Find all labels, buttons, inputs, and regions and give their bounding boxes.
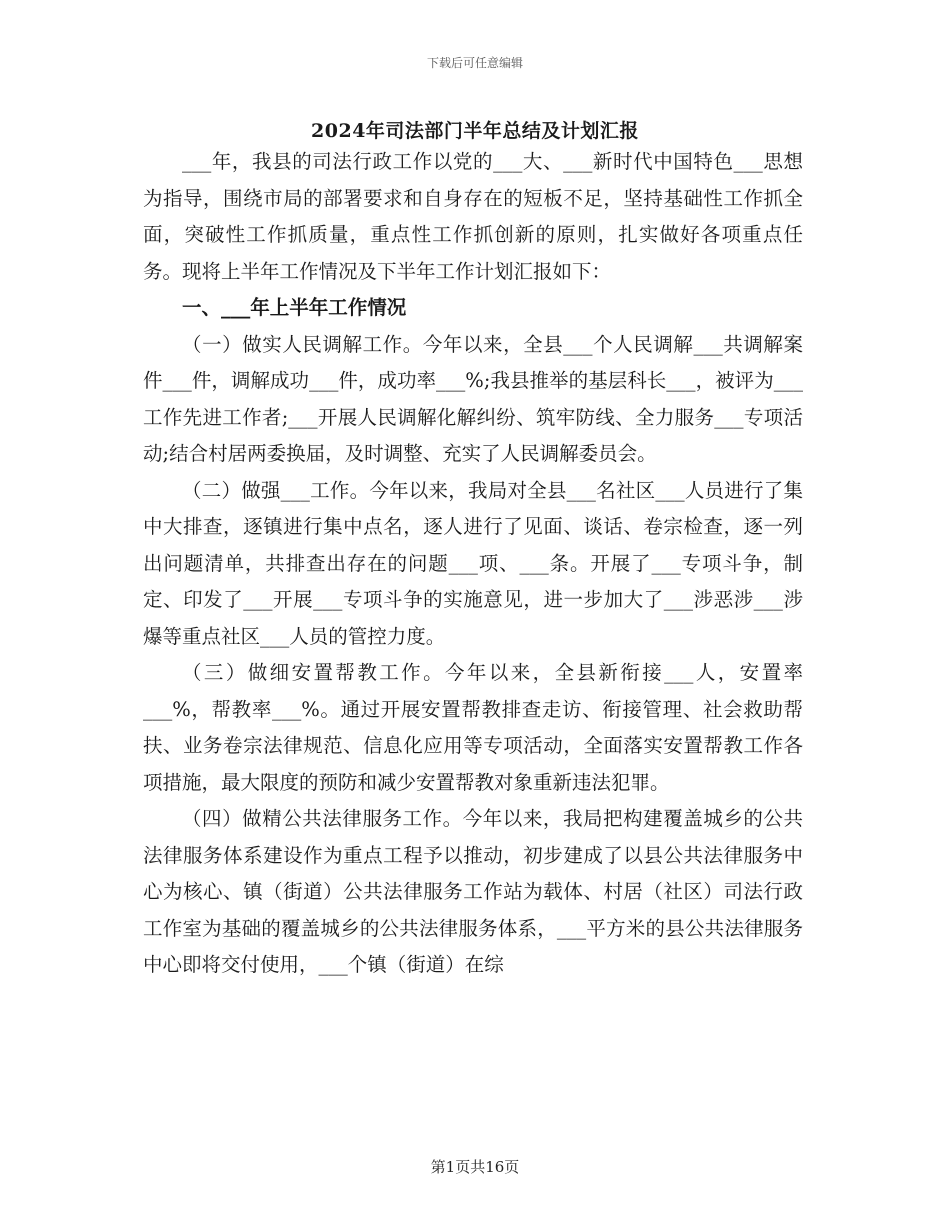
- intro-paragraph: ___年，我县的司法行政工作以党的___大、___新时代中国特色___思想为指导，围绕市局的部署要求和自身存在的短板不足，坚持基础性工作抓全面，突破性工作抓质量，重点性工作抓创新的原则，扎实做好各项重点任务。现将上半年工作情况及下半年工作计划汇报如下：: [143, 150, 803, 283]
- paragraph-resettlement: （三）做细安置帮教工作。今年以来，全县新衔接___人，安置率___%，帮教率___%。通过开展安置帮教排查走访、衔接管理、社会救助帮扶、业务卷宗法律规范、信息化应用等专项活动，全面落实安置帮教工作各项措施，最大限度的预防和减少安置帮教对象重新违法犯罪。: [143, 661, 803, 794]
- document-title: 2024年司法部门半年总结及计划汇报: [311, 120, 639, 142]
- page-header-note: 下载后可任意编辑: [426, 56, 523, 70]
- paragraph-mediation: （一）做实人民调解工作。今年以来，全县___个人民调解___共调解案件___件，调解成功___件，成功率___%;我县推举的基层科长___，被评为___工作先进工作者;___开展人民调解化解纠纷、筑牢防线、全力服务___专项活动;结合村居两委换届，及时调整、充实了人民调解委员会。: [143, 332, 803, 465]
- document-body: [143, 144, 803, 984]
- paragraph-community: （二）做强___工作。今年以来，我局对全县___名社区___人员进行了集中大排查，逐镇进行集中点名，逐人进行了见面、谈话、卷宗检查，逐一列出问题清单，共排查出存在的问题___项、___条。开展了___专项斗争，制定、印发了___开展___专项斗争的实施意见，进一步加大了___涉恶涉___涉爆等重点社区___人员的管控力度。: [143, 478, 803, 648]
- section-heading: 一、___年上半年工作情况: [182, 296, 407, 319]
- page-number: 第1页共16页: [430, 1158, 520, 1176]
- paragraph-legal-services: （四）做精公共法律服务工作。今年以来，我局把构建覆盖城乡的公共法律服务体系建设作为重点工程予以推动，初步建成了以县公共法律服务中心为核心、镇（街道）公共法律服务工作站为载体、村居（社区）司法行政工作室为基础的覆盖城乡的公共法律服务体系，___平方米的县公共法律服务中心即将交付使用，___个镇（街道）在综: [143, 807, 803, 976]
